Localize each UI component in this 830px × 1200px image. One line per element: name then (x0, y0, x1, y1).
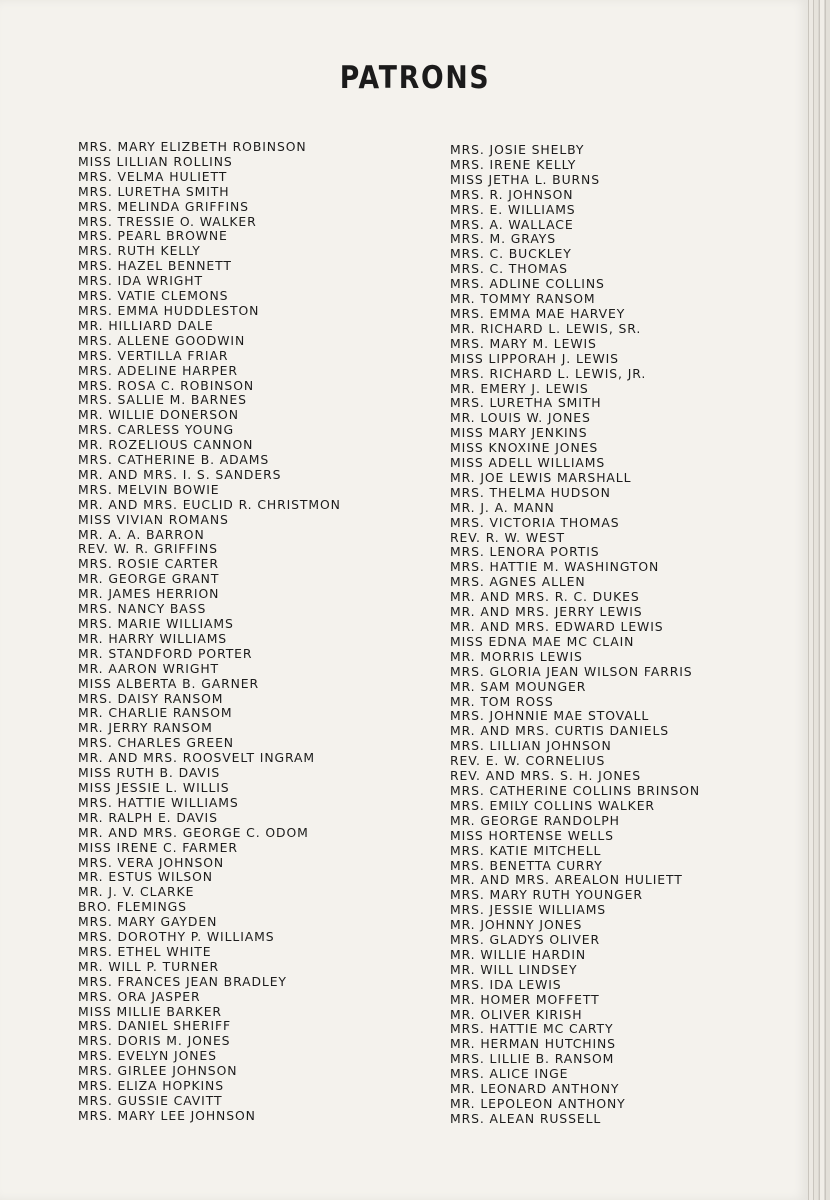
patron-name: MISS VIVIAN ROMANS (78, 511, 229, 527)
patron-name: MRS. R. JOHNSON (450, 186, 574, 202)
patron-name: REV. E. W. CORNELIUS (450, 753, 606, 769)
patron-name: MISS ALBERTA B. GARNER (78, 675, 260, 691)
patron-name: MR. LEPOLEON ANTHONY (450, 1096, 626, 1111)
patron-name: MISS LIPPORAH J. LEWIS (450, 350, 619, 366)
patron-name: MRS. MELINDA GRIFFINS (78, 198, 249, 214)
patron-name: MRS. GIRLEE JOHNSON (78, 1063, 238, 1079)
patron-name: MISS HORTENSE WELLS (450, 827, 614, 843)
patron-name: MISS LILLIAN ROLLINS (78, 153, 233, 169)
patron-name: MRS. C. BUCKLEY (450, 246, 572, 262)
patron-name: MR. JOHNNY JONES (450, 917, 583, 933)
patron-name: MRS. VERTILLA FRIAR (78, 347, 229, 363)
patron-name: MRS. MARY LEE JOHNSON (78, 1107, 256, 1123)
patron-name: MR. AND MRS. R. C. DUKES (450, 589, 640, 605)
patron-name: MRS. LILLIE B. RANSOM (450, 1051, 615, 1067)
patron-name: MR. AND MRS. EDWARD LEWIS (450, 619, 664, 634)
patron-name: MR. WILL P. TURNER (78, 958, 219, 974)
patron-list-right (450, 143, 700, 1127)
patron-name: MRS. LILLIAN JOHNSON (450, 738, 612, 754)
patron-name: MR. RALPH E. DAVIS (78, 809, 218, 825)
patron-name: MRS. ROSA C. ROBINSON (78, 377, 255, 393)
patron-name: MRS. EMMA MAE HARVEY (450, 305, 626, 321)
patron-name: MRS. CARLESS YOUNG (78, 422, 234, 438)
patron-name: MISS EDNA MAE MC CLAIN (450, 633, 635, 649)
patron-name: MR. AND MRS. GEORGE C. ODOM (78, 824, 309, 840)
patron-name: MRS. FRANCES JEAN BRADLEY (78, 973, 287, 989)
patron-name: MR. GEORGE RANDOLPH (450, 812, 620, 828)
patron-name: MR. CHARLIE RANSOM (78, 705, 233, 721)
patron-name: MRS. NANCY BASS (78, 601, 207, 617)
patron-name: REV. AND MRS. S. H. JONES (450, 768, 642, 784)
patron-name: MRS. A. WALLACE (450, 216, 574, 232)
patron-name: MRS. VERA JOHNSON (78, 854, 225, 870)
patron-name: MR. J. A. MANN (450, 499, 555, 515)
patron-name: BRO. FLEMINGS (78, 899, 187, 915)
patron-name: MRS. ADELINE HARPER (78, 362, 238, 378)
page-edge (825, 0, 830, 1200)
patron-name: MR. JERRY RANSOM (78, 720, 213, 736)
patron-name: MRS. VICTORIA THOMAS (450, 514, 620, 530)
patron-name: MRS. M. GRAYS (450, 231, 556, 247)
patron-name: MR. WILL LINDSEY (450, 961, 578, 977)
patron-name: MRS. VATIE CLEMONS (78, 288, 229, 304)
patron-name: MRS. EVELYN JONES (78, 1048, 217, 1064)
patron-name: MRS. CATHERINE COLLINS BRINSON (450, 782, 701, 798)
patron-name: MR. LEONARD ANTHONY (450, 1081, 620, 1097)
patron-name: MR. OLIVER KIRISH (450, 1006, 583, 1022)
patron-name: MRS. RUTH KELLY (78, 243, 201, 259)
patron-name: MRS. VELMA HULIETT (78, 168, 228, 184)
patron-name: MRS. LENORA PORTIS (450, 544, 600, 560)
patron-name: MRS. JOSIE SHELBY (450, 142, 585, 157)
patron-name: MISS IRENE C. FARMER (78, 839, 238, 855)
patron-name: MRS. GUSSIE CAVITT (78, 1093, 223, 1108)
patron-name: MR. AND MRS. CURTIS DANIELS (450, 723, 670, 739)
patron-name: MR. AND MRS. AREALON HULIETT (450, 872, 683, 888)
patron-name: MRS. LURETHA SMITH (78, 183, 230, 199)
patron-name: MR. SAM MOUNGER (450, 678, 587, 694)
patron-name: MRS. MARY GAYDEN (78, 914, 218, 930)
patron-name: MRS. RICHARD L. LEWIS, JR. (450, 365, 647, 381)
patron-name: MRS. GLADYS OLIVER (450, 932, 600, 948)
patron-name: MISS RUTH B. DAVIS (78, 765, 221, 781)
patron-name: MRS. HATTIE WILLIAMS (78, 794, 239, 810)
patron-name: MRS. C. THOMAS (450, 261, 568, 277)
patron-name: MRS. KATIE MITCHELL (450, 842, 602, 858)
patron-name: MR. JAMES HERRION (78, 586, 220, 602)
patron-name: MRS. EMILY COLLINS WALKER (450, 797, 655, 813)
patron-name: MRS. THELMA HUDSON (450, 484, 611, 500)
patron-name: MR. GEORGE GRANT (78, 571, 220, 587)
patron-name: MR. HERMAN HUTCHINS (450, 1036, 616, 1052)
patron-name: MISS ADELL WILLIAMS (450, 455, 606, 471)
patron-name: MRS. DOROTHY P. WILLIAMS (78, 929, 275, 945)
patron-name: MR. JOE LEWIS MARSHALL (450, 469, 632, 485)
patron-name: MRS. HATTIE MC CARTY (450, 1021, 614, 1037)
patron-name: MRS. ETHEL WHITE (78, 943, 212, 959)
patron-name: MRS. MARY RUTH YOUNGER (450, 887, 643, 903)
patron-name: MRS. TRESSIE O. WALKER (78, 213, 257, 229)
patron-name: MR. TOMMY RANSOM (450, 291, 596, 307)
patron-name: MRS. ALEAN RUSSELL (450, 1110, 602, 1126)
patron-name: MRS. JOHNNIE MAE STOVALL (450, 708, 650, 724)
patron-name: MRS. LURETHA SMITH (450, 395, 602, 411)
patron-name: MISS JESSIE L. WILLIS (78, 779, 230, 795)
patron-name: MRS. ROSIE CARTER (78, 556, 219, 572)
patron-name: MR. AARON WRIGHT (78, 660, 220, 676)
patron-name: MRS. MARY M. LEWIS (450, 335, 597, 351)
page-edge (813, 0, 818, 1200)
patron-name: MRS. MARY ELIZBETH ROBINSON (78, 139, 307, 154)
page-edge (819, 0, 824, 1200)
patron-name: MR. ESTUS WILSON (78, 869, 213, 885)
patron-name: MRS. SALLIE M. BARNES (78, 392, 247, 408)
patron-name: MRS. PEARL BROWNE (78, 228, 228, 244)
patron-name: MRS. JESSIE WILLIAMS (450, 902, 607, 918)
patron-name: MRS. MELVIN BOWIE (78, 481, 220, 497)
patron-name: MRS. MARIE WILLIAMS (78, 616, 234, 631)
patron-name: MRS. HAZEL BENNETT (78, 258, 232, 274)
patron-name: REV. W. R. GRIFFINS (78, 541, 218, 557)
patron-name: MR. MORRIS LEWIS (450, 648, 583, 664)
patron-name: MISS KNOXINE JONES (450, 440, 599, 456)
patron-name: MR. WILLIE DONERSON (78, 407, 239, 423)
patron-name: MRS. CATHERINE B. ADAMS (78, 452, 270, 468)
patron-name: MRS. BENETTA CURRY (450, 857, 603, 873)
patron-name: MISS MILLIE BARKER (78, 1003, 222, 1019)
patron-name: MRS. IRENE KELLY (450, 156, 577, 172)
patron-name: MRS. ORA JASPER (78, 988, 201, 1004)
patron-name: MRS. GLORIA JEAN WILSON FARRIS (450, 663, 693, 679)
patron-name: MR. STANDFORD PORTER (78, 645, 253, 661)
patron-name: MR. AND MRS. JERRY LEWIS (450, 604, 643, 620)
patron-name: MRS. ALLENE GOODWIN (78, 332, 246, 348)
patron-name: MRS. DANIEL SHERIFF (78, 1018, 232, 1034)
patron-name: MR. AND MRS. I. S. SANDERS (78, 466, 282, 482)
page-title: PATRONS (339, 60, 491, 96)
patron-name: MRS. DAISY RANSOM (78, 690, 224, 706)
patron-name: MR. A. A. BARRON (78, 526, 205, 542)
patron-name: MRS. CHARLES GREEN (78, 735, 234, 751)
patron-name: MR. LOUIS W. JONES (450, 410, 591, 426)
patron-name: MR. ROZELIOUS CANNON (78, 437, 254, 453)
patron-name: MR. AND MRS. EUCLID R. CHRISTMON (78, 496, 341, 512)
patron-name: MR. TOM ROSS (450, 693, 554, 709)
patron-name: MRS. IDA LEWIS (450, 976, 562, 992)
patron-name: REV. R. W. WEST (450, 529, 565, 545)
patron-name: MRS. ALICE INGE (450, 1066, 569, 1082)
patron-name: MR. RICHARD L. LEWIS, SR. (450, 320, 642, 336)
patron-name: MR. J. V. CLARKE (78, 884, 195, 900)
patron-name: MISS MARY JENKINS (450, 425, 588, 441)
patron-name: MRS. ELIZA HOPKINS (78, 1078, 224, 1094)
patron-name: MR. AND MRS. ROOSVELT INGRAM (78, 750, 315, 766)
patron-name: MR. EMERY J. LEWIS (450, 380, 589, 396)
patron-name: MR. HARRY WILLIAMS (78, 630, 228, 646)
patron-name: MRS. EMMA HUDDLESTON (78, 302, 260, 318)
patron-name: MR. HOMER MOFFETT (450, 991, 600, 1007)
patron-name: MISS JETHA L. BURNS (450, 171, 600, 187)
patron-name: MRS. AGNES ALLEN (450, 574, 586, 590)
patron-name: MRS. E. WILLIAMS (450, 201, 576, 217)
patron-name: MRS. DORIS M. JONES (78, 1033, 231, 1049)
patron-name: MRS. ADLINE COLLINS (450, 276, 605, 292)
patron-name: MRS. IDA WRIGHT (78, 273, 203, 289)
patron-name: MR. HILLIARD DALE (78, 317, 214, 333)
patron-name: MRS. HATTIE M. WASHINGTON (450, 559, 660, 575)
patron-name: MR. WILLIE HARDIN (450, 946, 587, 962)
patron-list-left (78, 140, 341, 1124)
